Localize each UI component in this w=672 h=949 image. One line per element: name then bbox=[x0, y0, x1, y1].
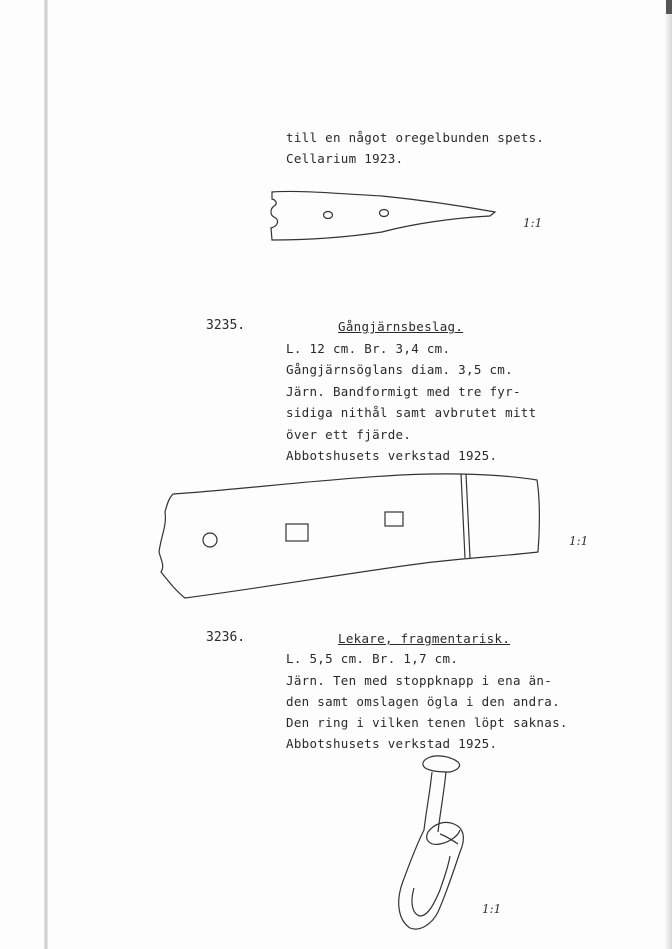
item-3235-line-5: över ett fjärde. bbox=[286, 427, 412, 442]
figure-hinge-mount bbox=[155, 468, 550, 606]
item-title-3235: Gångjärnsbeslag. bbox=[338, 319, 464, 334]
item-3236-line-3: den samt omslagen ögla i den andra. bbox=[286, 694, 560, 709]
figure-pin-with-loop bbox=[388, 752, 478, 934]
item-3235-line-6: Abbotshusets verkstad 1925. bbox=[286, 448, 498, 463]
item-3236-line-2: Järn. Ten med stoppknapp i ena än- bbox=[286, 673, 553, 688]
item-3235-line-1: L. 12 cm. Br. 3,4 cm. bbox=[286, 341, 451, 356]
item-3235-line-2: Gångjärnsöglans diam. 3,5 cm. bbox=[286, 362, 513, 377]
continued-text-line-2: Cellarium 1923. bbox=[286, 151, 404, 166]
item-title-3236: Lekare, fragmentarisk. bbox=[338, 631, 511, 646]
item-3236-line-5: Abbotshusets verkstad 1925. bbox=[286, 736, 498, 751]
item-number-3235: 3235. bbox=[206, 318, 246, 333]
continued-text-line-1: till en något oregelbunden spets. bbox=[286, 130, 545, 145]
figure-1-scale: 1:1 bbox=[523, 216, 543, 230]
figure-pointed-iron bbox=[262, 182, 512, 252]
page-fold-shadow bbox=[44, 0, 48, 949]
figure-2-scale: 1:1 bbox=[569, 534, 589, 548]
item-3235-line-4: sidiga nithål samt avbrutet mitt bbox=[286, 405, 537, 420]
item-3236-line-4: Den ring i vilken tenen löpt saknas. bbox=[286, 715, 568, 730]
item-number-3236: 3236. bbox=[206, 630, 246, 645]
item-3236-line-1: L. 5,5 cm. Br. 1,7 cm. bbox=[286, 651, 459, 666]
page-corner-mark bbox=[666, 0, 672, 14]
figure-3-scale: 1:1 bbox=[482, 902, 502, 916]
page-edge-shadow bbox=[664, 0, 672, 949]
item-3235-line-3: Järn. Bandformigt med tre fyr- bbox=[286, 384, 521, 399]
